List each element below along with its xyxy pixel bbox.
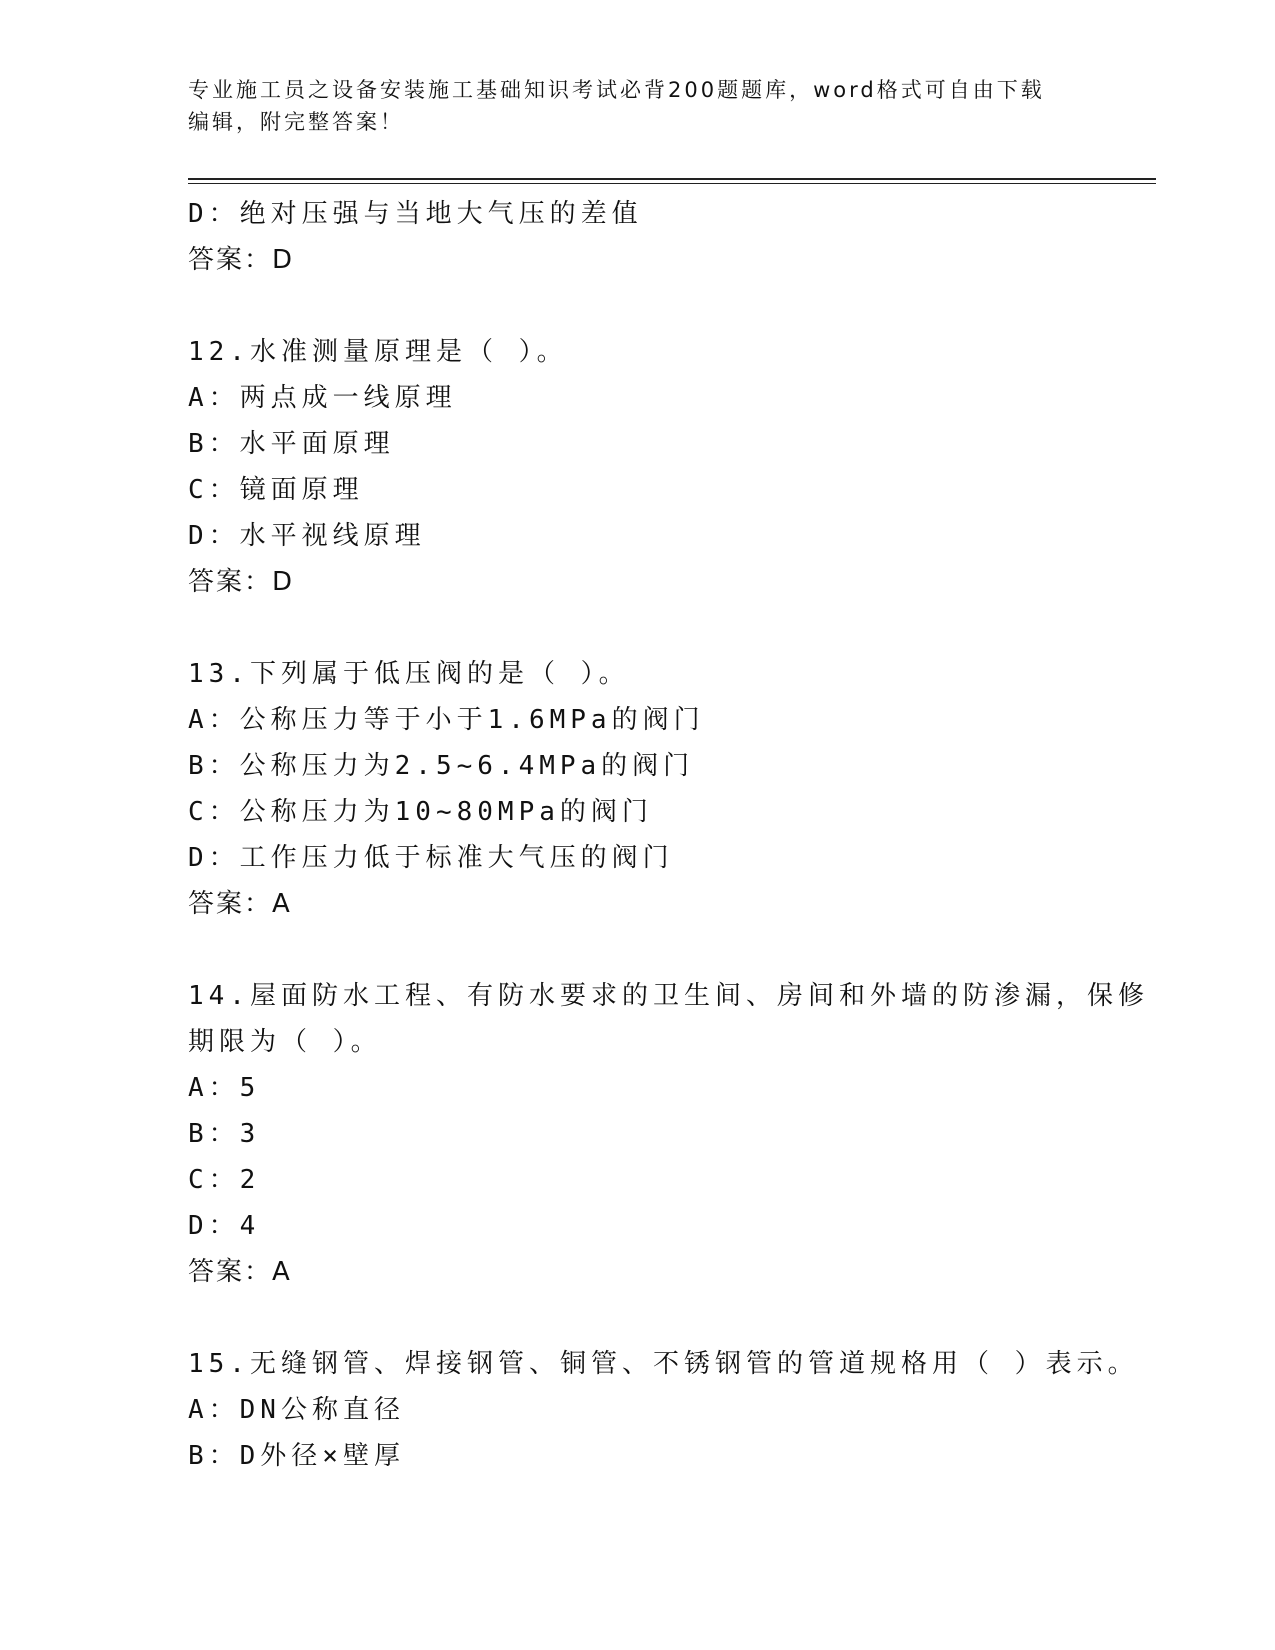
option-d: D：水平视线原理 (188, 521, 426, 551)
question-list (188, 191, 1149, 1479)
question-12 (188, 329, 1088, 605)
option-d: D：绝对压强与当地大气压的差值 (188, 199, 643, 229)
option-b: B：水平面原理 (188, 429, 395, 459)
spacer (188, 605, 1088, 651)
question-stem-line-1: 14.屋面防水工程、有防水要求的卫生间、房间和外墙的防渗漏，保修 (188, 981, 1149, 1011)
answer-line: 答案：A (188, 889, 292, 919)
spacer (188, 283, 1088, 329)
question-stem: 13.下列属于低压阀的是（ ）。 (188, 659, 630, 689)
option-a: A：两点成一线原理 (188, 383, 457, 413)
option-b: B：公称压力为2.5~6.4MPa的阀门 (188, 751, 695, 781)
question-stem: 15.无缝钢管、焊接钢管、铜管、不锈钢管的管道规格用（ ）表示。 (188, 1349, 1139, 1379)
question-15 (188, 1341, 1139, 1479)
answer-line: 答案：D (188, 567, 295, 597)
header-title-line-1: 专业施工员之设备安装施工基础知识考试必背200题题库，word格式可自由下载 (188, 78, 1045, 102)
question-11-tail (188, 191, 1088, 283)
option-a: A：5 (188, 1073, 261, 1103)
document-header (188, 74, 1088, 138)
question-14 (188, 973, 1149, 1295)
option-b: B：D外径×壁厚 (188, 1441, 405, 1471)
answer-line: 答案：A (188, 1257, 292, 1287)
option-c: C：2 (188, 1165, 261, 1195)
answer-line: 答案：D (188, 245, 295, 275)
option-a: A：DN公称直径 (188, 1395, 405, 1425)
option-a: A：公称压力等于小于1.6MPa的阀门 (188, 705, 705, 735)
header-divider-top (188, 178, 1156, 180)
question-13 (188, 651, 1088, 927)
spacer (188, 1295, 1088, 1341)
question-stem-line-2: 期限为（ ）。 (188, 1027, 382, 1057)
option-c: C：镜面原理 (188, 475, 364, 505)
option-d: D：工作压力低于标准大气压的阀门 (188, 843, 674, 873)
header-divider-bottom (188, 183, 1156, 184)
option-d: D：4 (188, 1211, 261, 1241)
question-stem: 12.水准测量原理是（ ）。 (188, 337, 568, 367)
option-c: C：公称压力为10~80MPa的阀门 (188, 797, 653, 827)
spacer (188, 927, 1088, 973)
option-b: B：3 (188, 1119, 261, 1149)
header-title-line-2: 编辑，附完整答案！ (188, 110, 404, 134)
